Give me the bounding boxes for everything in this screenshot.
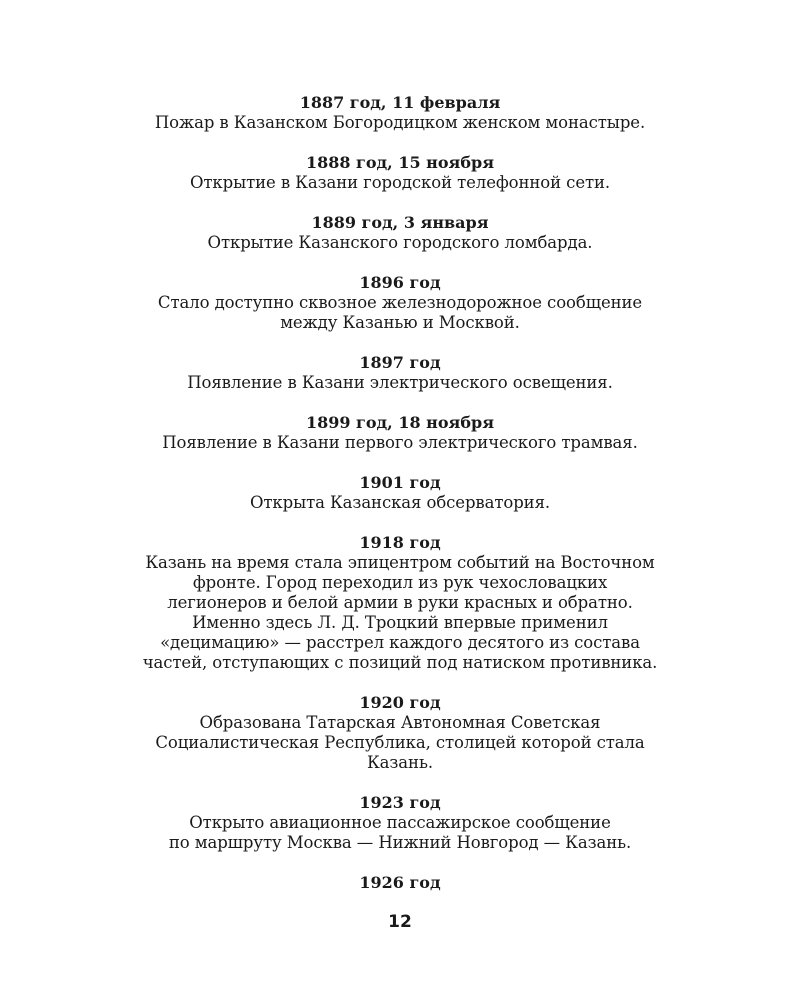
entry-line: Открыта Казанская обсерватория. [249,493,551,512]
timeline [120,93,680,913]
timeline-entry [120,273,680,333]
timeline-entry [120,353,680,393]
entry-date: 1887 год, 11 февраля [299,93,501,112]
entry-date: 1923 год [359,793,441,812]
timeline-entry [120,93,680,133]
timeline-entry [120,213,680,253]
entry-line: легионеров и белой армии в руки красных и обратно. [167,593,633,612]
entry-line: Образована Татарская Автономная Советская [199,713,601,732]
entry-line: Открытие Казанского городского ломбарда. [207,233,593,252]
entry-date: 1918 год [359,533,441,552]
timeline-entry [120,413,680,453]
entry-line: фронте. Город переходил из рук чехословацких [192,573,608,592]
entry-line: Открыто авиационное пассажирское сообщение [189,813,611,832]
entry-line: между Казанью и Москвой. [280,313,520,332]
timeline-entry [120,153,680,193]
entry-date: 1920 год [359,693,441,712]
timeline-entry [120,873,680,893]
entry-line: Казань на время стала эпицентром событий на Восточном [145,553,655,572]
entry-line: Появление в Казани электрического освещения. [187,373,613,392]
timeline-entry [120,473,680,513]
entry-date: 1896 год [359,273,441,292]
entry-line: Пожар в Казанском Богородицком женском монастыре. [154,113,646,132]
entry-line: Появление в Казани первого электрического трамвая. [162,433,638,452]
entry-date: 1889 год, 3 января [311,213,489,232]
timeline-entry [120,533,680,673]
entry-line: частей, отступающих с позиций под натиском противника. [142,653,658,672]
entry-date: 1897 год [359,353,441,372]
entry-line: Стало доступно сквозное железнодорожное сообщение [157,293,643,312]
entry-line: по маршруту Москва — Нижний Новгород — Казань. [168,833,632,852]
entry-line: Именно здесь Л. Д. Троцкий впервые применил [192,613,608,632]
entry-date: 1899 год, 18 ноября [305,413,495,432]
entry-line: Открытие в Казани городской телефонной сети. [189,173,611,192]
entry-line: Казань. [367,753,433,772]
entry-date: 1901 год [359,473,441,492]
timeline-entry [120,793,680,853]
page-number: 12 [388,912,412,932]
timeline-entry [120,693,680,773]
entry-date: 1888 год, 15 ноября [305,153,495,172]
entry-line: Социалистическая Республика, столицей которой стала [155,733,645,752]
entry-date: 1926 год [359,873,441,892]
entry-line: «децимацию» — расстрел каждого десятого из состава [160,633,640,652]
